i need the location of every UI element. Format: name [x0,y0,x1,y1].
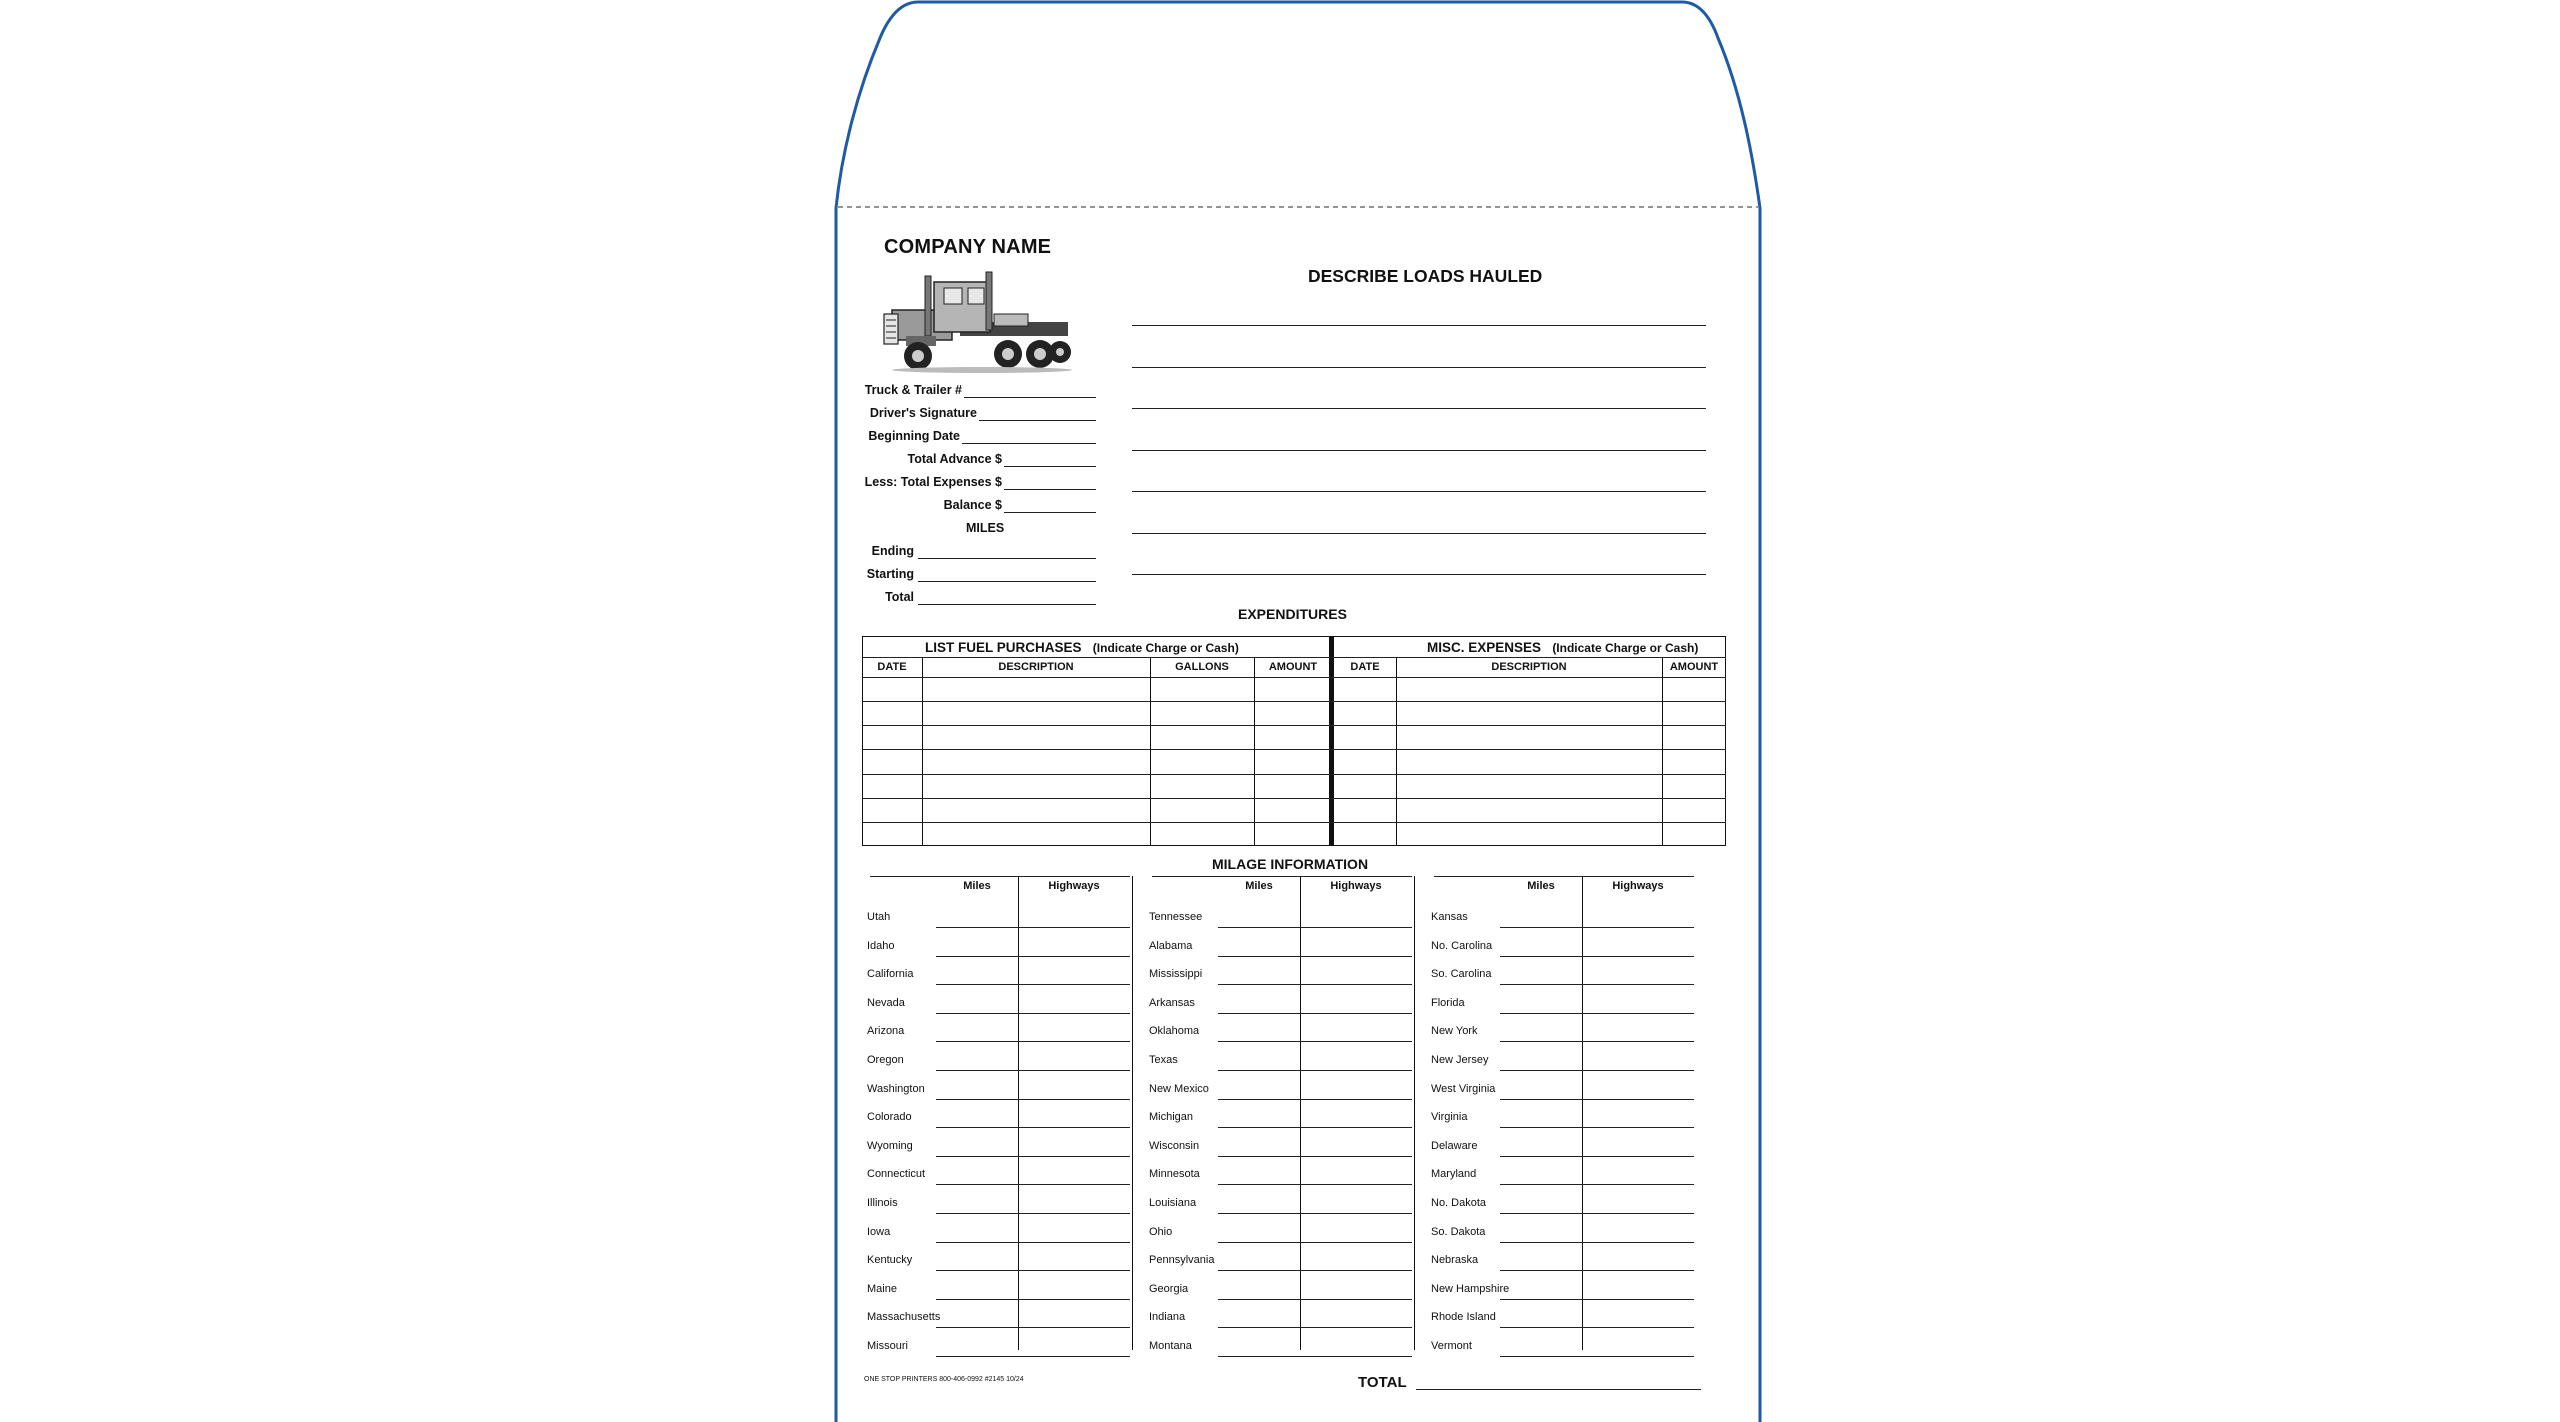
driver-field-line[interactable] [1004,489,1096,490]
state-label: Arkansas [1149,996,1195,1009]
driver-field-line[interactable] [979,420,1096,421]
misc-column-header: AMOUNT [1669,661,1719,673]
describe-loads-title: DESCRIBE LOADS HAULED [1308,266,1543,286]
state-highways-line[interactable] [1582,1270,1694,1271]
state-miles-line[interactable] [1500,1041,1582,1042]
state-label: Kentucky [867,1254,913,1267]
state-miles-line[interactable] [1500,1242,1582,1243]
fuel-column-header: DATE [877,661,907,673]
state-miles-line[interactable] [936,1299,1018,1300]
fuel-column-header: DESCRIPTION [998,661,1074,673]
load-description-line[interactable] [1132,450,1706,451]
state-label: New Hampshire [1431,1282,1510,1295]
company-name: COMPANY NAME [884,236,1052,258]
state-label: West Virginia [1431,1082,1496,1095]
state-highways-line[interactable] [1300,1041,1412,1042]
milage-column-divider [1582,876,1583,1350]
misc-column-divider [1662,657,1663,846]
state-label: Delaware [1431,1139,1478,1152]
driver-field-label: Less: Total Expenses $ [864,475,1002,489]
state-highways-line[interactable] [1018,984,1130,985]
state-highways-line[interactable] [1582,1156,1694,1157]
driver-field-label: Total Advance $ [907,452,1002,466]
driver-field-line[interactable] [964,397,1096,398]
state-highways-line[interactable] [1582,956,1694,957]
state-label: Kansas [1431,911,1468,923]
state-label: Maryland [1431,1168,1477,1181]
state-miles-line[interactable] [1218,1213,1300,1214]
state-miles-line[interactable] [1500,927,1582,928]
load-description-line[interactable] [1132,533,1706,534]
driver-field-label: Beginning Date [868,429,960,443]
state-label: Massachusetts [867,1311,941,1324]
milage-header-line [1152,876,1412,877]
state-miles-line[interactable] [936,927,1018,928]
state-miles-line[interactable] [1218,1270,1300,1271]
state-highways-line[interactable] [1018,1242,1130,1243]
load-description-line[interactable] [1132,491,1706,492]
state-highways-line[interactable] [1582,1070,1694,1071]
state-label: Alabama [1149,939,1193,952]
state-miles-line[interactable] [936,1041,1018,1042]
state-label: Pennsylvania [1149,1254,1215,1267]
miles-column-header: Miles [1245,880,1273,892]
load-description-line[interactable] [1132,367,1706,368]
expense-row-line[interactable] [862,701,1726,702]
state-highways-line[interactable] [1018,1099,1130,1100]
miles-field-line[interactable] [918,558,1096,559]
state-highways-line[interactable] [1300,1013,1412,1014]
state-highways-line[interactable] [1018,1327,1130,1328]
fuel-column-header: GALLONS [1175,661,1229,673]
misc-column-header: DESCRIPTION [1491,661,1567,673]
state-highways-line[interactable] [1300,1213,1412,1214]
fuel-column-divider [922,657,923,846]
state-highways-line[interactable] [1018,1213,1130,1214]
expense-row-line[interactable] [862,725,1726,726]
state-label: Georgia [1149,1282,1189,1295]
state-highways-line[interactable] [1582,1356,1694,1357]
fuel-column-header: AMOUNT [1268,661,1318,673]
state-label: Oregon [867,1054,904,1066]
state-miles-line[interactable] [1500,1327,1582,1328]
state-label: Florida [1431,996,1465,1009]
milage-header-line [870,876,1130,877]
state-highways-line[interactable] [1582,1127,1694,1128]
state-highways-line[interactable] [1018,1184,1130,1185]
state-miles-line[interactable] [936,1099,1018,1100]
state-miles-line[interactable] [1218,1127,1300,1128]
state-label: Idaho [867,939,895,952]
driver-field-label: Truck & Trailer # [864,383,962,397]
state-label: Wyoming [867,1139,913,1152]
state-miles-line[interactable] [1218,956,1300,957]
state-miles-line[interactable] [1500,984,1582,985]
grand-total-line[interactable] [1416,1389,1701,1390]
state-label: Montana [1149,1340,1192,1352]
state-highways-line[interactable] [1018,956,1130,957]
state-label: Mississippi [1149,968,1203,981]
state-label: Nebraska [1431,1254,1479,1267]
state-highways-line[interactable] [1300,1099,1412,1100]
miles-heading: MILES [966,521,1005,535]
state-label: Iowa [867,1225,891,1238]
miles-field-label: Starting [866,567,914,581]
state-miles-line[interactable] [936,956,1018,957]
state-miles-line[interactable] [1500,1299,1582,1300]
load-description-line[interactable] [1132,408,1706,409]
state-highways-line[interactable] [1300,1327,1412,1328]
state-highways-line[interactable] [1300,1070,1412,1071]
state-miles-line[interactable] [936,1127,1018,1128]
state-highways-line[interactable] [1300,927,1412,928]
state-miles-line[interactable] [1500,1184,1582,1185]
state-miles-line[interactable] [1218,1041,1300,1042]
state-label: No. Dakota [1431,1197,1487,1209]
state-miles-line[interactable] [1500,1099,1582,1100]
state-label: Indiana [1149,1311,1186,1324]
state-highways-line[interactable] [1582,984,1694,985]
state-miles-line[interactable] [1218,1099,1300,1100]
state-miles-line[interactable] [1218,1070,1300,1071]
highways-column-header: Highways [1048,880,1100,892]
milage-group-divider [1414,876,1415,1350]
miles-column-header: Miles [1527,880,1555,892]
state-miles-line[interactable] [936,1070,1018,1071]
load-description-line[interactable] [1132,574,1706,575]
misc-note: (Indicate Charge or Cash) [1552,641,1699,655]
state-highways-line[interactable] [1018,1041,1130,1042]
milage-group-divider [1132,876,1133,1350]
state-highways-line[interactable] [1300,1299,1412,1300]
state-label: Louisiana [1149,1197,1197,1209]
state-label: So. Dakota [1431,1225,1486,1238]
state-label: Wisconsin [1149,1139,1200,1152]
state-highways-line[interactable] [1018,1013,1130,1014]
state-highways-line[interactable] [1582,1299,1694,1300]
misc-column-divider [1396,657,1397,846]
milage-column-divider [1018,876,1019,1350]
state-highways-line[interactable] [1582,1327,1694,1328]
state-highways-line[interactable] [1582,1041,1694,1042]
state-miles-line[interactable] [1218,1242,1300,1243]
state-label: Connecticut [867,1168,926,1181]
state-label: Washington [867,1082,925,1095]
state-label: Michigan [1149,1111,1194,1124]
state-miles-line[interactable] [936,1213,1018,1214]
state-highways-line[interactable] [1582,1242,1694,1243]
load-description-line[interactable] [1132,325,1706,326]
state-highways-line[interactable] [1018,1356,1130,1357]
milage-information-title: MILAGE INFORMATION [1212,856,1369,872]
table-header-bottom-line [862,677,1726,678]
state-miles-line[interactable] [1500,1270,1582,1271]
milage-header-line [1434,876,1694,877]
state-miles-line[interactable] [1218,1013,1300,1014]
state-miles-line[interactable] [936,1242,1018,1243]
state-label: Ohio [1149,1225,1173,1238]
state-highways-line[interactable] [1582,927,1694,928]
state-label: Nevada [867,996,905,1009]
state-label: New Mexico [1149,1082,1209,1095]
state-miles-line[interactable] [936,1156,1018,1157]
state-highways-line[interactable] [1300,1356,1412,1357]
miles-field-line[interactable] [918,581,1096,582]
driver-field-label: Balance $ [943,498,1002,512]
state-highways-line[interactable] [1300,1184,1412,1185]
state-miles-line[interactable] [936,1013,1018,1014]
state-miles-line[interactable] [1500,956,1582,957]
state-label: New York [1431,1025,1478,1038]
state-highways-line[interactable] [1582,1184,1694,1185]
misc-column-header: DATE [1350,661,1380,673]
expense-row-line[interactable] [862,822,1726,823]
state-miles-line[interactable] [936,1327,1018,1328]
state-label: Arizona [867,1025,905,1038]
expense-row-line[interactable] [862,749,1726,750]
state-highways-line[interactable] [1300,1270,1412,1271]
fuel-title-text: LIST FUEL PURCHASES [925,640,1082,655]
fuel-note: (Indicate Charge or Cash) [1092,641,1239,655]
state-miles-line[interactable] [936,984,1018,985]
semi-truck-icon [882,270,1072,374]
state-highways-line[interactable] [1018,1127,1130,1128]
state-miles-line[interactable] [936,1270,1018,1271]
driver-field-line[interactable] [1004,466,1096,467]
state-miles-line[interactable] [936,1356,1018,1357]
state-highways-line[interactable] [1582,1099,1694,1100]
state-miles-line[interactable] [1218,1327,1300,1328]
state-label: California [867,968,914,981]
state-label: Colorado [867,1111,912,1124]
expense-row-line[interactable] [862,798,1726,799]
state-miles-line[interactable] [1218,927,1300,928]
state-label: Tennessee [1149,911,1203,923]
state-miles-line[interactable] [1218,1156,1300,1157]
state-label: Texas [1149,1054,1178,1066]
milage-column-divider [1300,876,1301,1350]
state-highways-line[interactable] [1582,1013,1694,1014]
state-highways-line[interactable] [1018,1270,1130,1271]
state-label: Oklahoma [1149,1025,1200,1038]
highways-column-header: Highways [1612,880,1664,892]
state-miles-line[interactable] [1500,1070,1582,1071]
miles-column-header: Miles [963,880,991,892]
state-highways-line[interactable] [1300,1156,1412,1157]
state-label: Minnesota [1149,1168,1200,1181]
table-header-top-line [862,657,1726,658]
state-highways-line[interactable] [1300,984,1412,985]
state-highways-line[interactable] [1018,1299,1130,1300]
highways-column-header: Highways [1330,880,1382,892]
state-label: Utah [867,911,891,923]
fuel-purchases-title [925,640,1239,655]
state-label: No. Carolina [1431,939,1493,952]
state-miles-line[interactable] [1500,1127,1582,1128]
state-label: Maine [867,1282,897,1295]
state-highways-line[interactable] [1582,1213,1694,1214]
miles-field-label: Ending [871,544,914,558]
driver-field-label: Driver's Signature [869,406,977,420]
state-label: So. Carolina [1431,968,1492,981]
printer-credit: ONE STOP PRINTERS 800-406-0992 #2145 10/24 [864,1376,1024,1383]
state-highways-line[interactable] [1300,1242,1412,1243]
state-miles-line[interactable] [1218,1184,1300,1185]
state-label: New Jersey [1431,1054,1489,1066]
state-highways-line[interactable] [1300,1127,1412,1128]
state-highways-line[interactable] [1018,1070,1130,1071]
driver-field-line[interactable] [1004,512,1096,513]
state-highways-line[interactable] [1300,956,1412,957]
state-miles-line[interactable] [1500,1213,1582,1214]
miles-field-label: Total [885,590,914,604]
fuel-column-divider [1254,657,1255,846]
expense-row-line[interactable] [862,774,1726,775]
expenditures-title: EXPENDITURES [1238,606,1347,622]
state-label: Missouri [867,1340,908,1352]
grand-total-label: TOTAL [1358,1374,1407,1391]
state-label: Rhode Island [1431,1311,1496,1324]
state-miles-line[interactable] [1218,1356,1300,1357]
fuel-column-divider [1150,657,1151,846]
miles-field-line[interactable] [918,604,1096,605]
state-highways-line[interactable] [1018,1156,1130,1157]
misc-title-text: MISC. EXPENSES [1427,640,1542,655]
state-label: Virginia [1431,1111,1468,1124]
state-miles-line[interactable] [1500,1356,1582,1357]
state-miles-line[interactable] [1500,1013,1582,1014]
misc-expenses-title [1427,640,1698,655]
state-label: Vermont [1431,1340,1472,1352]
state-miles-line[interactable] [1218,984,1300,985]
state-miles-line[interactable] [1218,1299,1300,1300]
state-miles-line[interactable] [1500,1156,1582,1157]
state-label: Illinois [867,1197,898,1209]
state-highways-line[interactable] [1018,927,1130,928]
driver-field-line[interactable] [962,443,1096,444]
state-miles-line[interactable] [936,1184,1018,1185]
